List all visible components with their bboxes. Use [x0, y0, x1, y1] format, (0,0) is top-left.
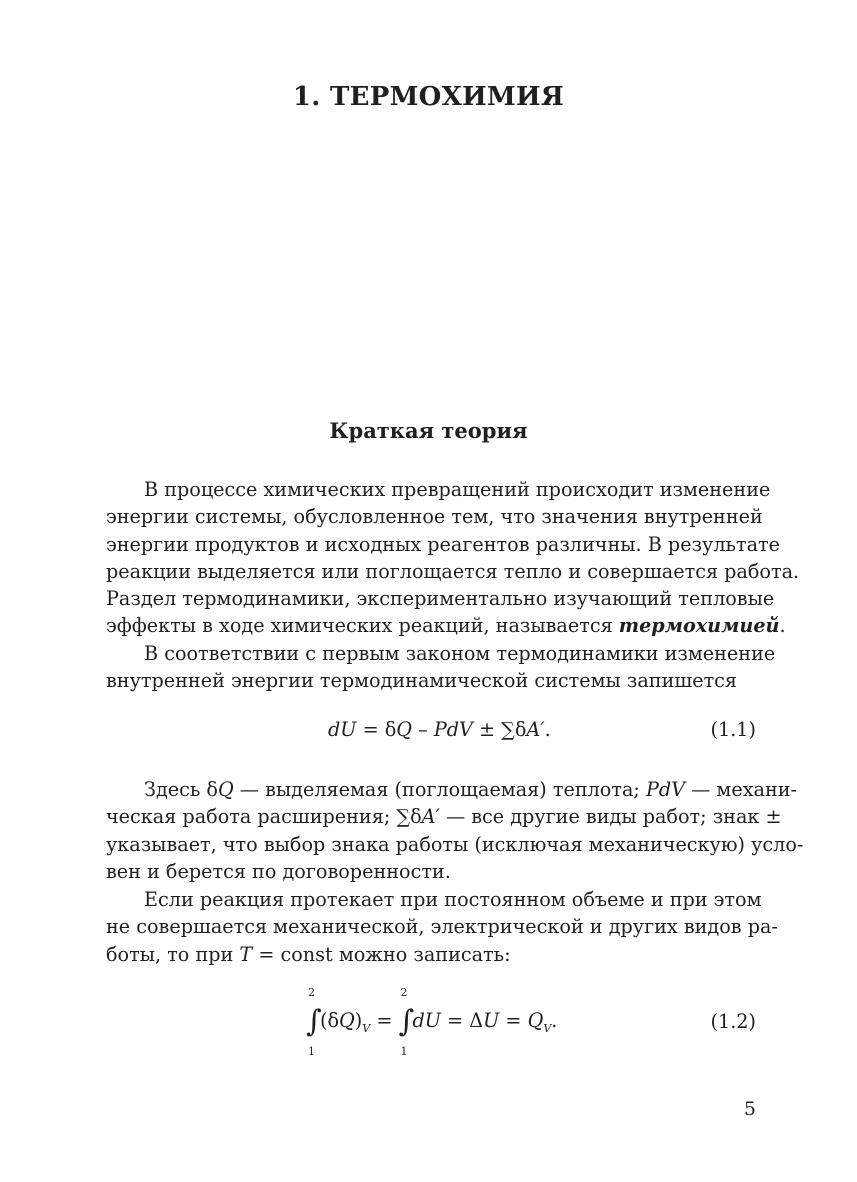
- paragraph-line: В соответствии с первым законом термодинамики изменение: [144, 642, 776, 665]
- math-var: PdV: [433, 718, 473, 741]
- math-subscript: V: [543, 1021, 552, 1035]
- math-op: ): [354, 1009, 363, 1032]
- equation-1: [328, 718, 551, 741]
- paragraph-line: [106, 612, 786, 639]
- math-op: = Δ: [440, 1009, 484, 1032]
- paragraph-line: указывает, что выбор знака работы (исключая механическую) усло-: [106, 832, 804, 856]
- paragraph-line: энергии продуктов и исходных реагентов различны. В результате: [106, 532, 780, 556]
- term-emphasis: термохимией: [618, 614, 780, 638]
- math-var: A′: [526, 718, 545, 741]
- math-var: Q: [396, 718, 413, 741]
- paragraph-1: [106, 476, 800, 640]
- math-op: .: [544, 718, 551, 741]
- paragraph-line: Если реакция протекает при постоянном объеме и при этом: [144, 888, 762, 911]
- text-run: Здесь δ: [144, 778, 218, 801]
- text-run: ческая работа расширения; ∑δ: [106, 805, 422, 829]
- paragraph-line: вен и берется по договоренности.: [106, 859, 451, 883]
- text-run: эффекты в ходе химических реакций, называется: [106, 614, 619, 638]
- math-var: Q: [339, 1009, 355, 1032]
- text-run: — механи-: [685, 778, 798, 801]
- paragraph-line: энергии системы, обусловленное тем, что значения внутренней: [106, 505, 763, 529]
- text-run: — выделяемая (поглощаемая) теплота;: [233, 778, 646, 801]
- integral-sign: ∫ 2 1: [398, 986, 415, 1058]
- paragraph-line: реакции выделяется или поглощается тепло и совершается работа.: [106, 559, 800, 583]
- math-var: A′: [421, 805, 440, 829]
- integral-upper-limit: 2: [308, 986, 315, 999]
- integral-lower-limit: 1: [308, 1045, 315, 1058]
- math-op: .: [551, 1009, 558, 1032]
- math-op: =: [370, 1009, 399, 1032]
- text-run: = const можно записать:: [252, 942, 511, 966]
- text-run: боты, то при: [106, 942, 240, 966]
- math-op: (δ: [320, 1009, 340, 1032]
- paragraph-line: [106, 776, 798, 803]
- page-number: 5: [743, 1098, 756, 1120]
- equation-number: (1.1): [710, 718, 756, 741]
- paragraph-2: [106, 640, 776, 695]
- math-op: –: [412, 718, 434, 741]
- math-op: = δ: [356, 718, 397, 741]
- integral-sign: ∫ 2 1: [306, 986, 322, 1058]
- integral-upper-limit: 2: [400, 986, 408, 999]
- text-run: .: [779, 614, 786, 638]
- math-var: Q: [527, 1009, 544, 1032]
- section-title: Краткая теория: [329, 418, 528, 443]
- math-var: Q: [217, 778, 234, 801]
- math-subscript: V: [362, 1021, 371, 1035]
- integral-lower-limit: 1: [400, 1045, 408, 1058]
- paragraph-line: Раздел термодинамики, экспериментально изучающий тепловые: [106, 587, 775, 611]
- paragraph-line: [106, 803, 782, 830]
- paragraph-line: [106, 941, 756, 968]
- paragraph-line: внутренней энергии термодинамической системы запишется: [106, 669, 738, 693]
- paragraph-4: [106, 886, 778, 968]
- paragraph-3: [106, 776, 804, 885]
- text-run: — все другие виды работ; знак ±: [439, 805, 782, 829]
- chapter-title: 1. ТЕРМОХИМИЯ: [292, 82, 565, 112]
- math-var: T: [239, 942, 253, 966]
- math-var: PdV: [645, 778, 686, 801]
- equation-2: [306, 986, 558, 1058]
- math-var: U: [483, 1009, 500, 1032]
- math-var: dU: [412, 1009, 441, 1032]
- equation-number: (1.2): [710, 1010, 756, 1033]
- paragraph-line: В процессе химических превращений происходит изменение: [144, 478, 771, 501]
- math-op: =: [499, 1009, 528, 1032]
- math-op: ± ∑δ: [472, 718, 527, 741]
- math-var: dU: [328, 718, 357, 741]
- paragraph-line: не совершается механической, электрической и других видов ра-: [106, 915, 778, 939]
